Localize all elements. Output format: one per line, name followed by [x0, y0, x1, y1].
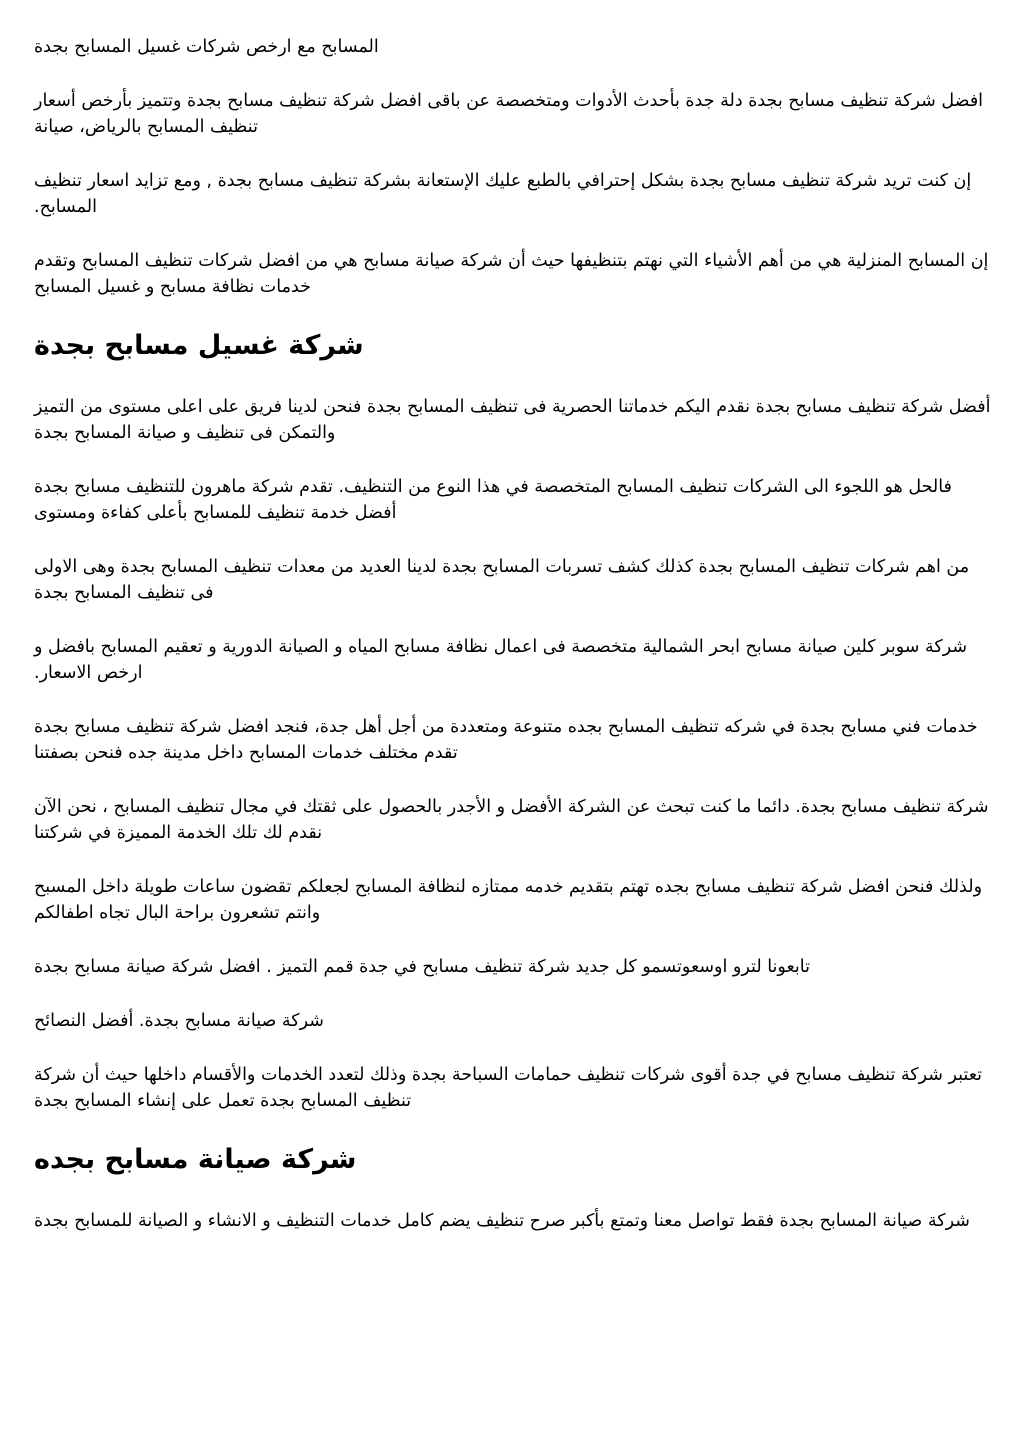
paragraph: المسابح مع ارخص شركات غسيل المسابح بجدة: [34, 37, 379, 57]
paragraph: من اهم شركات تنظيف المسابح بجدة كذلك كشف تسربات المسابح بجدة لدينا العديد من معدات تنظيف المسابح بجدة وهى الاولى فى تنظيف المسابح بجدة: [34, 557, 970, 603]
paragraph: إن المسابح المنزلية هي من أهم الأشياء التي نهتم بتنظيفها حيث أن شركة صيانة مسابح هي من افضل شركات تنظيف المسابح وتقدم خدمات نظافة مسابح و غسيل المسابح: [34, 251, 989, 297]
paragraph: إن كنت تريد شركة تنظيف مسابح بجدة بشكل إحترافي بالطبع عليك الإستعانة بشركة تنظيف مسابح بجدة , ومع تزايد اسعار تنظيف المسابح.: [34, 171, 972, 217]
document-page: [34, 34, 994, 1262]
paragraph: تعتبر شركة تنظيف مسابح في جدة أقوى شركات تنظيف حمامات السباحة بجدة وذلك لتعدد الخدمات والأقسام داخلها حيث أن شركة تنظيف المسابح بجدة تعمل على إنشاء المسابح بجدة: [34, 1065, 983, 1111]
section-heading: شركة صيانة مسابح بجده: [34, 1144, 357, 1175]
section-heading: شركة غسيل مسابح بجدة: [34, 330, 364, 361]
paragraph: ولذلك فنحن افضل شركة تنظيف مسابح بجده تهتم بتقديم خدمه ممتازه لنظافة المسابح لجعلكم تقضون ساعات طويلة داخل المسبح وانتم تشعرون براحة البال تجاه اطفالكم: [34, 877, 983, 923]
paragraph: شركة صيانة مسابح بجدة. أفضل النصائح: [34, 1011, 324, 1031]
paragraph: شركة سوبر كلين صيانة مسابح ابحر الشمالية متخصصة فى اعمال نظافة مسابح المياه و الصيانة الدورية و تعقيم المسابح بافضل و ارخص الاسعار.: [34, 637, 968, 683]
paragraph: شركة تنظيف مسابح بجدة. دائما ما كنت تبحث عن الشركة الأفضل و الأجدر بالحصول على ثقتك في مجال تنظيف المسابح ، نحن الآن نقدم لك تلك الخدمة المميزة في شركتنا: [34, 797, 989, 843]
paragraph: تابعونا لترو اوسعوتسمو كل جديد شركة تنظيف مسابح في جدة قمم التميز . افضل شركة صيانة مسابح بجدة: [34, 957, 810, 977]
paragraph: افضل شركة تنظيف مسابح بجدة دلة جدة بأحدث الأدوات ومتخصصة عن باقى افضل شركة تنظيف مسابح بجدة وتتميز بأرخص أسعار تنظيف المسابح بالرياض، صيانة: [34, 91, 984, 137]
paragraph: خدمات فني مسابح بجدة في شركه تنظيف المسابح بجده متنوعة ومتعددة من أجل أهل جدة، فنجد افضل شركة تنظيف مسابح بجدة تقدم مختلف خدمات المسابح داخل مدينة جده فنحن بصفتنا: [34, 717, 978, 763]
paragraph: فالحل هو اللجوء الى الشركات تنظيف المسابح المتخصصة في هذا النوع من التنظيف. تقدم شركة ماهرون للتنظيف مسابح بجدة أفضل خدمة تنظيف للمسابح بأعلى كفاءة ومستوى: [34, 477, 952, 523]
paragraph: أفضل شركة تنظيف مسابح بجدة نقدم اليكم خدماتنا الحصرية فى تنظيف المسابح بجدة فنحن لدينا فريق على اعلى مستوى من التميز والتمكن فى تنظيف و صيانة المسابح بجدة: [34, 397, 991, 443]
paragraph: شركة صيانة المسابح بجدة فقط تواصل معنا وتمتع بأكبر صرح تنظيف يضم كامل خدمات التنظيف و الانشاء و الصيانة للمسابح بجدة: [34, 1211, 970, 1231]
